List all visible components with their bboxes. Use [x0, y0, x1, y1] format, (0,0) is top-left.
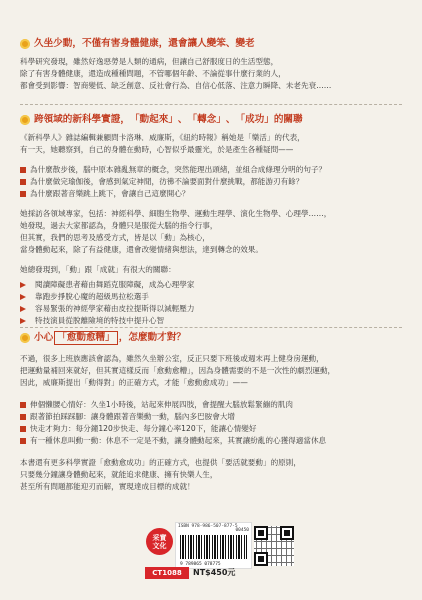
heading-keyword-mindset: 「轉念」	[187, 114, 226, 125]
heading-keyword-move: 「動起來」	[129, 114, 178, 125]
list-item	[20, 423, 406, 435]
list-item-text: 為什麼做完瑜伽後，會感到氣定神閒，彷彿不論要面對什麼挑戰，都能游刃有餘？	[30, 177, 304, 186]
red-triangle-bullet-icon	[20, 306, 32, 312]
tips-list	[20, 399, 406, 447]
section-sedentary	[20, 38, 406, 92]
red-square-bullet-icon	[20, 414, 26, 420]
qr-finder	[254, 526, 268, 540]
publisher-logo	[146, 528, 173, 555]
red-triangle-bullet-icon	[20, 318, 32, 324]
category-code: CT1088	[145, 567, 189, 579]
list-item-text: 容易緊張的神經學家藉由皮拉提斯得以減輕壓力	[35, 304, 195, 313]
heading-text: 的關聯	[273, 114, 303, 125]
list-item	[20, 435, 406, 447]
red-triangle-bullet-icon	[20, 294, 32, 300]
barcode-digits: 9 789865 078775	[180, 562, 221, 567]
paragraph-line: 《新科學人》雜誌編輯兼顧問卡洛琳．威廉斯，《紐約時報》稱她是「樂活」的代表，	[20, 133, 305, 142]
paragraph-line: 不過，很多上班族應該會認為，雖然久坐辦公室，反正只要下班後或週末再上健身房運動，	[20, 354, 324, 363]
list-item-text: 伸個懶腰心情好：久坐1小時後，站起來伸展四肢，會提醒大腦放鬆緊繃的肌肉	[30, 400, 294, 409]
paragraph-line: 都會受到影響：智商變低、缺乏創意、反社會行為、自信心低落、注意力瞬降、未老先衰……	[20, 81, 332, 90]
list-item-text: 靠跑步掙脫心魔的超級馬拉松選手	[35, 292, 149, 301]
red-triangle-bullet-icon	[20, 282, 32, 288]
findings-intro	[20, 264, 406, 276]
publisher-name-line: 文化	[152, 542, 167, 550]
barcode-bars	[180, 535, 247, 559]
list-item	[20, 291, 406, 303]
paragraph-line: 但其實，我們的思考及感受方式，皆是以「動」為核心，	[20, 233, 210, 242]
paragraph-line: 有一天，她聽察到，自己的身體在動時，心智似乎最靈光，於是產生各種疑問——	[20, 145, 294, 154]
gold-circle-icon	[20, 333, 30, 343]
section-move-right	[20, 331, 406, 493]
list-item	[20, 303, 406, 315]
intro-paragraph	[20, 132, 406, 156]
paragraph-line: 因此，威廉斯提出「動得對」的正確方式，才能「愈動愈成功」——	[20, 378, 248, 387]
body-paragraph	[20, 208, 406, 256]
isbn-text: ISBN 978-986-507-877-5	[178, 524, 238, 529]
red-square-bullet-icon	[20, 426, 26, 432]
publisher-name-line: 采實	[152, 534, 167, 542]
list-item	[20, 176, 406, 188]
qr-finder	[280, 526, 294, 540]
list-item-text: 為什麼跟著音樂跳上跳下，會讓自己這麼開心？	[30, 189, 190, 198]
list-item	[20, 411, 406, 423]
heading-keyword-worse: 「愈動愈糟」	[54, 331, 118, 345]
price-label: NT$450元	[193, 568, 236, 577]
section-cross-discipline	[20, 114, 406, 327]
heading-separator: 、	[225, 114, 236, 125]
paragraph-line: 當身體動起來，除了有益健康，還會改變情緒與想法，達到轉念的效果。	[20, 245, 263, 254]
red-square-bullet-icon	[20, 179, 26, 185]
price-code: 00450	[235, 528, 249, 533]
warning-paragraph	[20, 353, 406, 389]
closing-paragraph	[20, 457, 406, 493]
red-square-bullet-icon	[20, 191, 26, 197]
section-heading-sedentary	[20, 38, 406, 50]
list-item-text: 跟著節拍踩踩腳：讓身體跟著音樂動一動，腦內多巴胺會大增	[30, 412, 236, 421]
paragraph-line: 除了有害身體健康，還造成種種問題，不管哪個年齡、不論從事什麼行業的人，	[20, 69, 286, 78]
heading-text: 小心	[34, 332, 54, 343]
list-item-text: 快走才夠力：每分鐘120步快走、每分鐘心率120下，能讓心情變好	[30, 424, 257, 433]
red-square-bullet-icon	[20, 438, 26, 444]
paragraph-line: 把運動量補回來就好，但其實這樣反而「愈動愈糟」，因為身體需要的不是一次性的劇烈運動，	[20, 366, 336, 375]
barcode	[175, 522, 252, 569]
findings-list	[20, 279, 406, 327]
heading-text: 跨領域的新科學實證，	[34, 114, 130, 125]
paragraph-line: 只要幾分鐘讓身體動起來，就能追求健康、擁有快樂人生，	[20, 470, 218, 479]
divider	[20, 327, 402, 328]
paragraph-line: 她採訪各領域專家，包括：神經科學、細胞生物學、運動生理學、演化生物學、心理學……，	[20, 209, 332, 218]
list-item	[20, 164, 406, 176]
list-item	[20, 279, 406, 291]
list-item	[20, 315, 406, 327]
section-heading-move-right	[20, 331, 406, 345]
gold-circle-icon	[20, 115, 30, 125]
question-list	[20, 164, 406, 200]
section-heading-cross-discipline	[20, 114, 406, 126]
paragraph-line: 本書還有更多科學實證「愈動愈成功」的正確方式，也提供「要活就要動」的原則，	[20, 458, 301, 467]
list-item-text: 為什麼散步後，腦中原本雜亂無章的概念，突然能理出頭緒，並組合成條理分明的句子？	[30, 165, 327, 174]
heading-text: ，怎麼動才對？	[118, 332, 186, 343]
list-item-text: 有一種休息叫動一動：休息不一定是不動，讓身體動起來，其實讓紛亂的心獲得適當休息	[30, 436, 327, 445]
list-item	[20, 399, 406, 411]
heading-separator: 、	[177, 114, 188, 125]
red-square-bullet-icon	[20, 167, 26, 173]
paragraph-line: 科學研究發現，雖然好逸惡勞是人類的通病，但讓自己舒服度日的生活型態，	[20, 57, 279, 66]
gold-circle-icon	[20, 39, 30, 49]
list-item-text: 閱讀障礙患者藉由舞蹈克服障礙，成為心理學家	[35, 280, 195, 289]
list-item	[20, 188, 406, 200]
paragraph-line: 甚至所有問題都能迎刃而解，實現達成目標的成就！	[20, 482, 195, 491]
list-item-text: 特技演員從脫離險境的特技中提升心智	[35, 316, 165, 325]
qr-finder	[254, 552, 268, 566]
qr-code-icon	[254, 526, 294, 566]
red-square-bullet-icon	[20, 402, 26, 408]
sedentary-paragraph	[20, 56, 406, 92]
heading-keyword-success: 「成功」	[235, 114, 274, 125]
paragraph-line: 她發現，過去大家都認為，身體只是服從大腦的指令行事，	[20, 221, 218, 230]
paragraph-line: 她總發現到，「動」跟「成就」有很大的關聯：	[20, 265, 176, 274]
heading-text: 久坐少動，不僅有害身體健康，還會讓人變笨、變老	[34, 38, 255, 49]
publisher-name	[146, 534, 173, 550]
divider	[20, 104, 402, 105]
